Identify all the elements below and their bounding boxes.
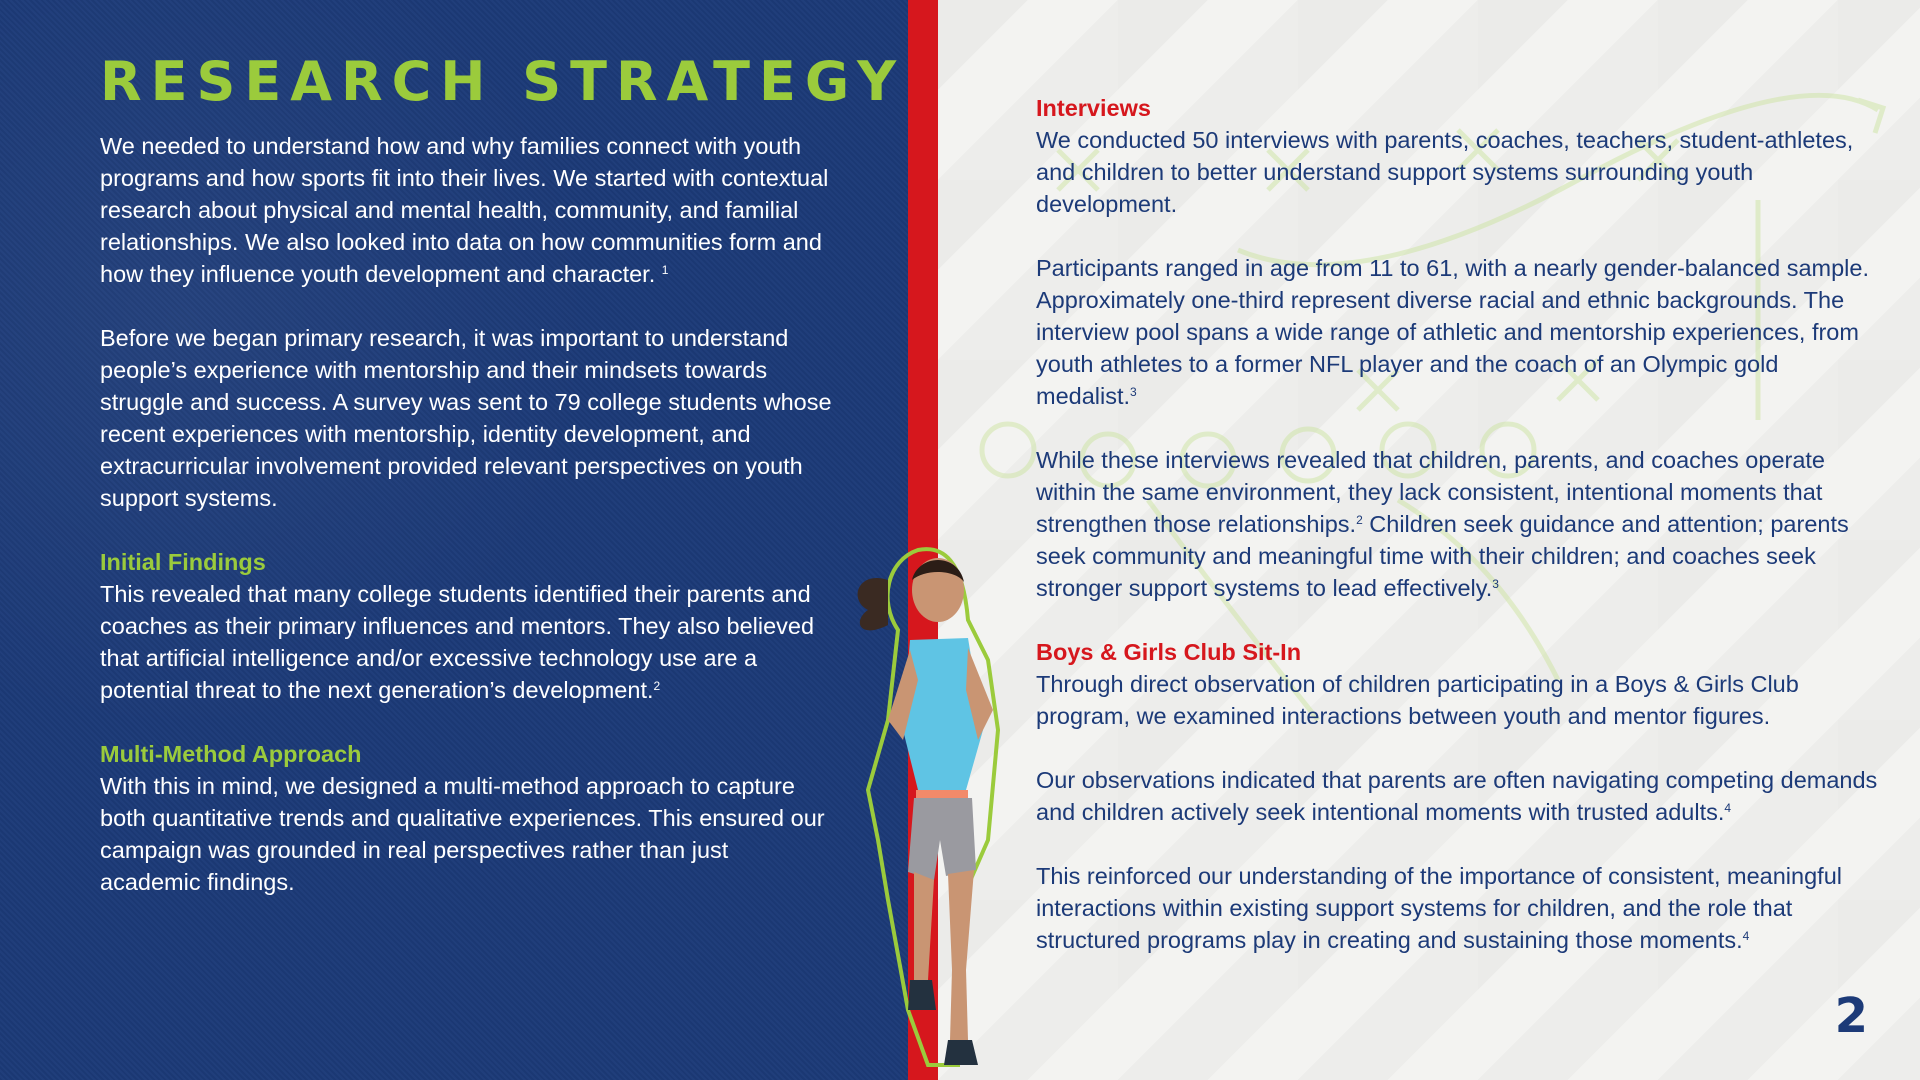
footnote-ref: 1: [661, 263, 669, 277]
survey-paragraph: Before we began primary research, it was important to understand people’s experience with mentorship and their mindsets towards struggle and success. A survey was sent to 79 college students whose recent experiences with mentorship, identity development, and extracurricular involvement provided relevant perspectives on youth support systems.: [100, 325, 832, 511]
footnote-ref: 2: [653, 679, 661, 693]
page-number: 2: [1834, 988, 1868, 1044]
interviews-paragraph-1: We conducted 50 interviews with parents, coaches, teachers, student-athletes, and children to better understand support systems surrounding youth development.: [1036, 127, 1854, 217]
interviews-heading: Interviews: [1036, 95, 1151, 121]
initial-findings-heading: Initial Findings: [100, 549, 266, 575]
boys-girls-club-paragraph-1: Through direct observation of children participating in a Boys & Girls Club program, we examined interactions between youth and mentor figures.: [1036, 671, 1799, 729]
footnote-ref: 4: [1724, 801, 1732, 815]
initial-findings-paragraph: This revealed that many college students identified their parents and coaches as their primary influences and mentors. They also believed that artificial intelligence and/or excessive technology use are a potential threat to the next generation’s development.$^2$: [100, 581, 815, 703]
boys-girls-club-paragraph-2: Our observations indicated that parents are often navigating competing demands and children actively seek intentional moments with trusted adults.$^4$: [1036, 767, 1878, 825]
multi-method-heading: Multi-Method Approach: [100, 741, 362, 767]
footnote-ref: 2: [1356, 513, 1363, 527]
right-column: [1036, 92, 1881, 956]
boys-girls-club-heading: Boys & Girls Club Sit-In: [1036, 639, 1302, 665]
page-title: RESEARCH STRATEGY: [100, 50, 906, 113]
intro-paragraph: We needed to understand how and why families connect with youth programs and how sports fit into their lives. We started with contextual research about physical and mental health, community, and familial relationships. We also looked into data on how communities form and how they influence youth development and character. $^1$: [100, 133, 829, 287]
footnote-ref: 3: [1492, 577, 1499, 591]
footnote-ref: 4: [1742, 929, 1750, 943]
interviews-paragraph-2: Participants ranged in age from 11 to 61, with a nearly gender-balanced sample. Approximately one-third represent diverse racial and ethnic backgrounds. The interview pool spans a wide range of athletic and mentorship experiences, from youth athletes to a former NFL player and the coach of an Olympic gold medalist.$^3$: [1036, 255, 1869, 409]
footnote-ref: 3: [1130, 385, 1137, 399]
interviews-paragraph-3: While these interviews revealed that children, parents, and coaches operate within the same environment, they lack consistent, intentional moments that strengthen those relationships.$^2$ Children seek guidance and attention; parents seek community and meaningful time with their children; and coaches seek stronger support systems to lead effectively.$^3$: [1036, 447, 1849, 601]
left-column: [100, 130, 835, 898]
multi-method-paragraph: With this in mind, we designed a multi-method approach to capture both quantitative trends and qualitative experiences. This ensured our campaign was grounded in real perspectives rather than just academic findings.: [100, 773, 825, 895]
boys-girls-club-paragraph-3: This reinforced our understanding of the importance of consistent, meaningful interactions within existing support systems for children, and the role that structured programs play in creating and sustaining those moments.$^4$: [1036, 863, 1842, 953]
running-girl-image: [848, 540, 1028, 1070]
